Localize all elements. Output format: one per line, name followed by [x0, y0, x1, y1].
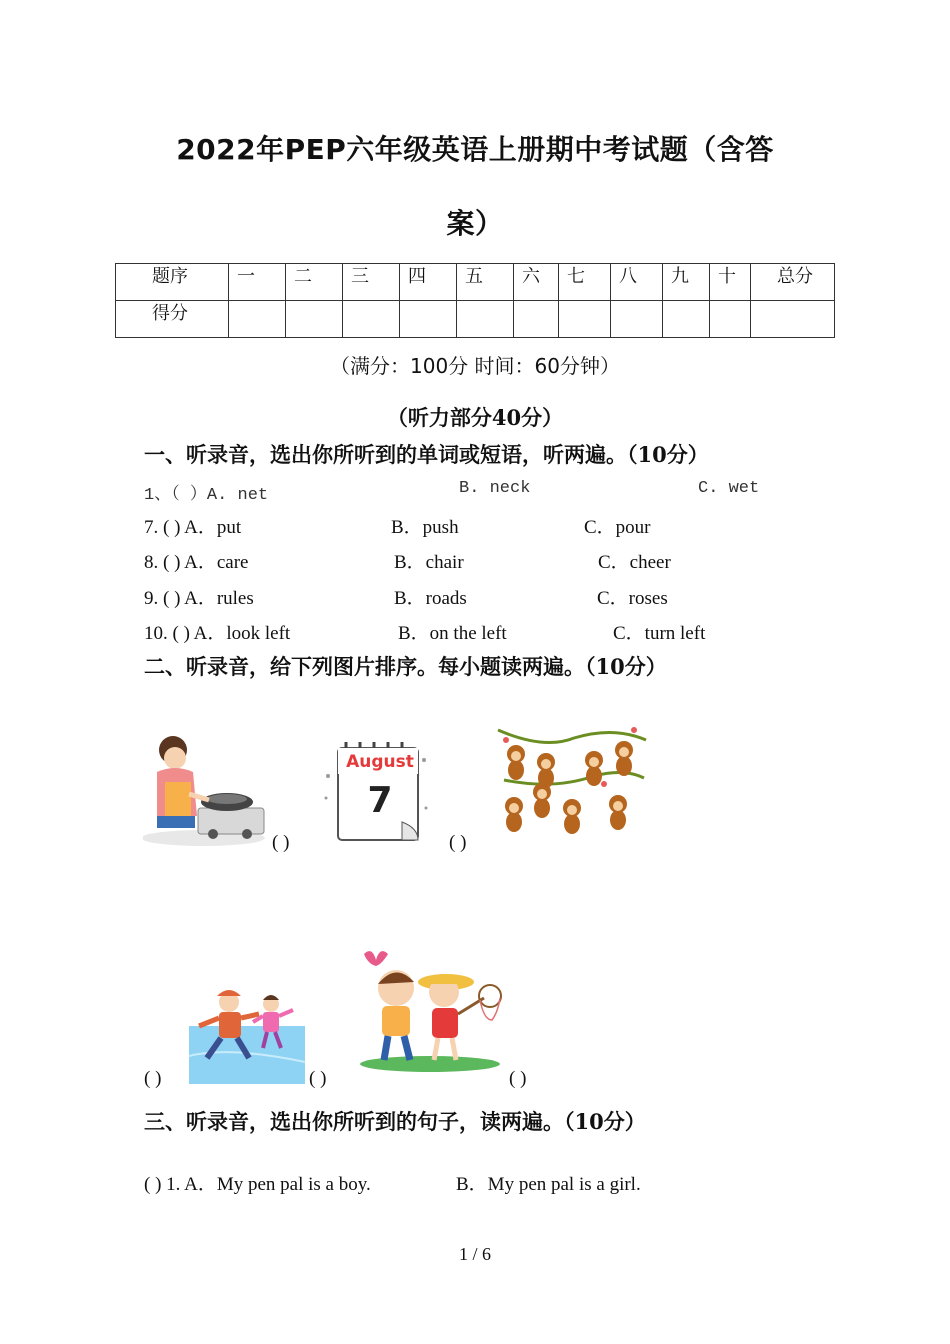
q1-option-c: C. wet — [698, 479, 760, 498]
exam-meta: （满分：100分 时间：60分钟） — [330, 354, 620, 378]
score-cell[interactable] — [514, 301, 559, 338]
score-header-cell: 二 — [286, 264, 343, 301]
score-cell[interactable] — [663, 301, 710, 338]
q8-option-a: 8. ( ) A．care — [144, 552, 249, 573]
score-header-cell: 九 — [663, 264, 710, 301]
q8-option-b: B．chair — [394, 552, 464, 573]
order-paren-4[interactable]: ( ) — [309, 1068, 327, 1089]
score-row-label: 得分 — [116, 301, 229, 338]
q9-option-a: 9. ( ) A．rules — [144, 588, 254, 609]
score-header-cell: 三 — [343, 264, 400, 301]
section1-heading: 一、听录音，选出你所听到的单词或短语，听两遍。（10分） — [144, 442, 709, 467]
score-cell[interactable] — [229, 301, 286, 338]
section2-heading: 二、听录音，给下列图片排序。每小题读两遍。（10分） — [144, 654, 667, 679]
score-cell[interactable] — [611, 301, 663, 338]
score-header-cell: 五 — [457, 264, 514, 301]
q9-option-b: B．roads — [394, 588, 467, 609]
score-header-cell: 六 — [514, 264, 559, 301]
score-header-cell: 十 — [710, 264, 751, 301]
q1-option-b: B. neck — [459, 479, 531, 498]
q8-option-c: C．cheer — [598, 552, 671, 573]
score-header-cell: 八 — [611, 264, 663, 301]
score-cell[interactable] — [400, 301, 457, 338]
score-cell[interactable] — [343, 301, 400, 338]
score-cell[interactable] — [457, 301, 514, 338]
cooking-woman-image — [143, 736, 271, 848]
score-cell[interactable] — [286, 301, 343, 338]
monkeys-image — [494, 720, 650, 844]
q7-option-b: B．push — [391, 517, 459, 538]
score-table-header-row — [116, 264, 835, 301]
score-table — [115, 263, 835, 338]
page-number: 1 / 6 — [458, 1244, 491, 1264]
butterfly-catching-image — [354, 946, 506, 1072]
page-title-line1: 2022年PEP六年级英语上册期中考试题（含答 — [176, 133, 774, 166]
ice-skating-image — [189, 986, 305, 1084]
section3-heading: 三、听录音，选出你所听到的句子，读两遍。（10分） — [144, 1109, 646, 1134]
score-cell[interactable] — [751, 301, 835, 338]
page-title-line2: 案） — [446, 207, 504, 240]
q9-option-c: C．roses — [597, 588, 668, 609]
score-header-cell: 七 — [559, 264, 611, 301]
score-header-cell: 总分 — [751, 264, 835, 301]
q7-option-a: 7. ( ) A．put — [144, 517, 242, 538]
score-table-score-row — [116, 301, 835, 338]
q7-option-c: C．pour — [584, 517, 651, 538]
order-paren-3[interactable]: ( ) — [144, 1068, 162, 1089]
score-header-cell: 一 — [229, 264, 286, 301]
q10-option-a: 10. ( ) A．look left — [144, 623, 291, 644]
s3-q1-option-b: B．My pen pal is a girl. — [456, 1174, 641, 1195]
s3-q1-option-a: ( ) 1. A．My pen pal is a boy. — [144, 1174, 371, 1195]
order-paren-1[interactable]: ( ) — [272, 832, 290, 853]
q10-option-b: B．on the left — [398, 623, 507, 644]
score-cell[interactable] — [710, 301, 751, 338]
score-header-cell: 题序 — [116, 264, 229, 301]
calendar-month: August — [346, 752, 414, 772]
calendar-day: 7 — [367, 780, 393, 821]
score-header-cell: 四 — [400, 264, 457, 301]
listening-part-label: （听力部分40分） — [386, 405, 564, 430]
score-cell[interactable] — [559, 301, 611, 338]
q10-option-c: C．turn left — [613, 623, 706, 644]
q1-option-a: 1、（ ）A. net — [144, 486, 269, 505]
order-paren-5[interactable]: ( ) — [509, 1068, 527, 1089]
order-paren-2[interactable]: ( ) — [449, 832, 467, 853]
